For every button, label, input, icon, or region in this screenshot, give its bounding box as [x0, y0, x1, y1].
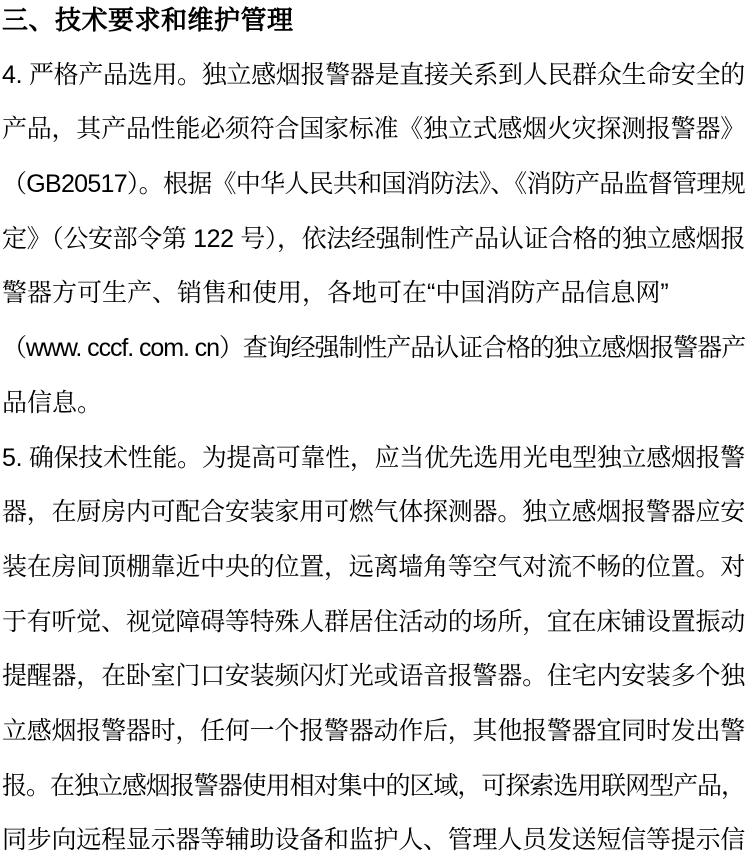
text-line-content: 5. 确保技术性能。为提高可靠性，应当优先选用光电型独立感烟报警: [2, 443, 745, 472]
text-line: [2, 212, 745, 267]
text-line: [2, 321, 745, 376]
text-line: [2, 759, 745, 814]
text-line: [2, 540, 745, 595]
text-line-content: 报。在独立感烟报警器使用相对集中的区域，可探索选用联网型产品，: [2, 771, 745, 800]
text-line: [2, 157, 745, 212]
section-heading: 三、技术要求和维护管理: [2, 5, 294, 35]
text-line-content: （www. cccf. com. cn）查询经强制性产品认证合格的独立感烟报警器产: [2, 334, 745, 363]
paragraph-4-product-selection: [2, 48, 745, 431]
text-line: [2, 649, 745, 704]
text-line-content: 4. 严格产品选用。独立感烟报警器是直接关系到人民群众生命安全的: [2, 60, 745, 89]
text-line-content: 产品，其产品性能必须符合国家标准《独立式感烟火灾探测报警器》: [2, 115, 745, 144]
paragraph-5-technical-performance: [2, 431, 745, 856]
text-line-content: 立感烟报警器时，任何一个报警器动作后，其他报警器宜同时发出警: [2, 716, 745, 745]
text-line-content: 装在房间顶棚靠近中央的位置，远离墙角等空气对流不畅的位置。对: [2, 552, 745, 581]
text-line-content: 器，在厨房内可配合安装家用可燃气体探测器。独立感烟报警器应安: [2, 498, 745, 527]
text-line-content: 警器方可生产、销售和使用，各地可在“中国消防产品信息网”: [2, 279, 669, 308]
text-line: [2, 48, 745, 103]
text-line: [2, 102, 745, 157]
text-line-content: 定》（公安部令第 122 号），依法经强制性产品认证合格的独立感烟报: [2, 224, 745, 253]
text-line: [2, 813, 745, 856]
text-line: [2, 376, 745, 431]
text-line: [2, 266, 745, 321]
text-line: [2, 431, 745, 486]
text-line-content: （GB20517）。根据《中华人民共和国消防法》、《消防产品监督管理规: [2, 170, 745, 199]
text-line-content: 提醒器，在卧室门口安装频闪灯光或语音报警器。住宅内安装多个独: [2, 662, 745, 691]
text-line: [2, 595, 745, 650]
document-body: [2, 48, 745, 856]
text-line-content: 于有听觉、视觉障碍等特殊人群居住活动的场所，宜在床铺设置振动: [2, 607, 745, 636]
text-line-content: 品信息。: [2, 388, 103, 417]
text-line: [2, 485, 745, 540]
text-line: [2, 704, 745, 759]
text-line-content: 同步向远程显示器等辅助设备和监护人、管理人员发送短信等提示信: [2, 826, 745, 855]
